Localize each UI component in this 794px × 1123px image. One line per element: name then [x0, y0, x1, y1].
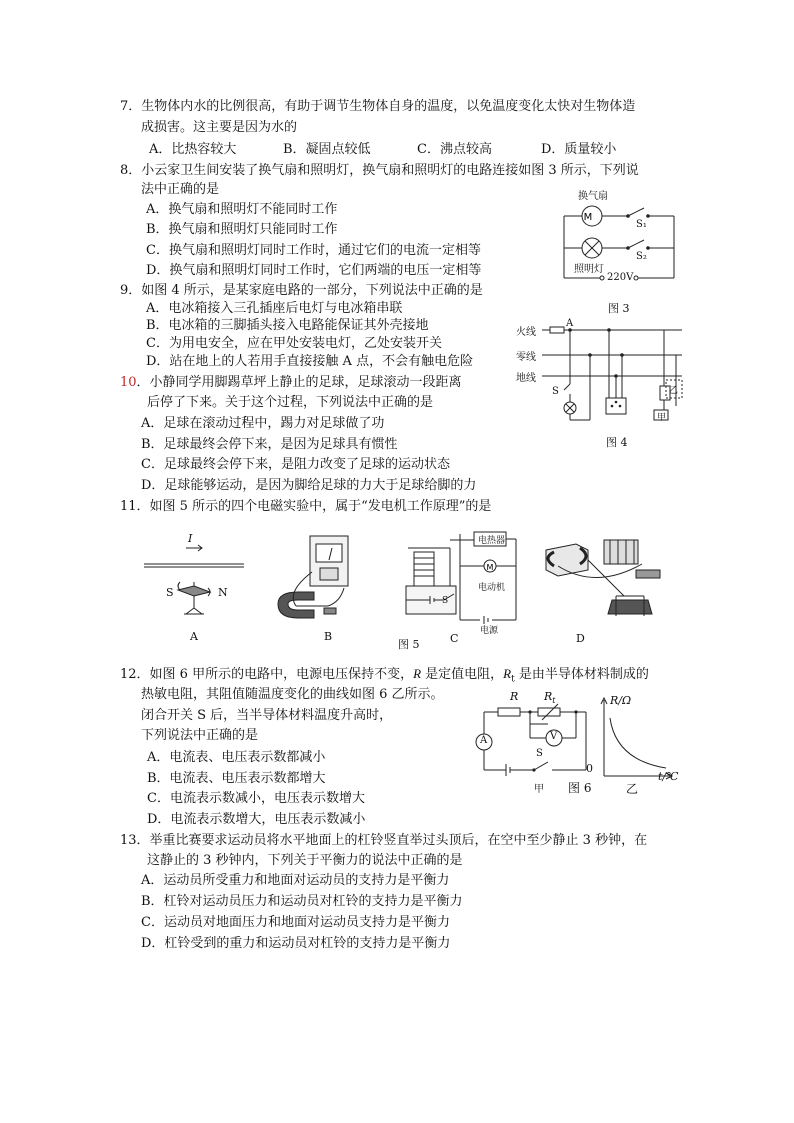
experiment-d-drawing	[536, 530, 666, 630]
s-pole-label: S	[166, 586, 174, 599]
figure-6-caption: 图 6	[568, 781, 592, 795]
question-13-option-d: D．杠铃受到的重力和运动员对杠铃的支持力是平衡力	[141, 936, 451, 951]
ground-wire-label: 地线	[516, 373, 536, 384]
jia-label: 甲	[534, 784, 544, 795]
option-c-label: C	[450, 632, 459, 645]
question-12-text-2: 是定值电阻，	[421, 667, 504, 682]
question-7-stem-cont: 成损害。这主要是因为水的	[141, 120, 298, 135]
question-10-option-c: C．足球最终会停下来，是阻力改变了足球的运动状态	[141, 457, 450, 472]
power-source-label: 电源	[480, 626, 499, 636]
figure-4-caption: 图 4	[606, 436, 628, 449]
neutral-wire-label: 零线	[516, 352, 536, 363]
r-symbol: R	[413, 666, 422, 681]
question-12-stem-cont: 热敏电阻，其阻值随温度变化的曲线如图 6 乙所示。	[141, 687, 444, 702]
thermistor-rt-subscript: t	[552, 696, 556, 706]
question-8-option-a: A．换气扇和照明灯不能同时工作	[146, 202, 338, 217]
question-9-option-b: B．电冰箱的三脚插头接入电路能保证其外壳接地	[146, 318, 429, 333]
question-13-option-b: B．杠铃对运动员压力和运动员对杠铃的支持力是平衡力	[141, 894, 463, 909]
question-13-stem-cont: 这静止的 3 秒钟内，下列关于平衡力的说法中正确的是	[147, 853, 463, 868]
question-12-option-b: B．电流表、电压表示数都增大	[147, 771, 326, 786]
question-7-option-b: B．凝固点较低	[283, 142, 371, 157]
lamp-label: 照明灯	[574, 264, 604, 275]
fan-label: 换气扇	[578, 191, 608, 202]
question-12-text-3: 是由半导体材料制成的	[514, 667, 649, 682]
question-7-option-a: A．比热容较大	[149, 142, 237, 157]
question-7-stem: 7．生物体内水的比例很高，有助于调节生物体自身的温度，以免温度变化太快对生物体造	[120, 99, 636, 114]
question-11-stem: 11．如图 5 所示的四个电磁实验中，属于“发电机工作原理”的是	[120, 499, 492, 514]
question-12-option-d: D．电流表示数增大，电压表示数减小	[147, 812, 366, 827]
figure-4-household-circuit	[514, 318, 684, 450]
thermistor-rt-label	[544, 690, 556, 705]
figure-6	[470, 690, 680, 796]
option-b-label: B	[324, 630, 333, 643]
question-12-stem	[120, 666, 649, 688]
question-7-option-d: D．质量较小	[541, 142, 617, 157]
figure-3-circuit	[560, 186, 690, 316]
resistor-r-label: R	[510, 690, 519, 703]
question-10-option-b: B．足球最终会停下来，是因为足球具有惯性	[141, 437, 398, 452]
question-10-stem-text: ．小静同学用脚踢草坪上静止的足球，足球滚动一段距离	[136, 375, 462, 390]
motor-label: 电动机	[478, 583, 506, 593]
rt-subscript: t	[511, 674, 515, 685]
question-9-option-c: C．为用电安全，应在甲处安装电灯，乙处安装开关	[146, 336, 442, 351]
point-a-label: A	[566, 318, 574, 329]
question-7-option-c: C．沸点较高	[417, 142, 492, 157]
question-12-stem-cont-2: 闭合开关 S 后，当半导体材料温度升高时，	[141, 708, 393, 723]
rt-symbol: R	[503, 666, 512, 681]
question-13-option-a: A．运动员所受重力和地面对运动员的支持力是平衡力	[141, 873, 450, 888]
experiment-b-drawing	[268, 532, 358, 622]
question-8-option-b: B．换气扇和照明灯只能同时工作	[146, 222, 338, 237]
svg-text:M: M	[486, 563, 494, 572]
thermistor-rt-symbol: R	[544, 690, 553, 703]
yi-label: 乙	[669, 386, 679, 396]
experiment-a-drawing	[140, 534, 250, 624]
ammeter-symbol: A	[480, 735, 488, 746]
question-8-stem: 8．小云家卫生间安装了换气扇和照明灯，换气扇和照明灯的电路连接如图 3 所示，下列说	[120, 163, 639, 178]
question-9-stem: 9．如图 4 所示，是某家庭电路的一部分，下列说法中正确的是	[120, 283, 483, 298]
x-axis-label: t/℃	[658, 770, 679, 783]
question-9-option-a: A．电冰箱接入三孔插座后电灯与电冰箱串联	[146, 301, 403, 316]
yi-label: 乙	[626, 782, 639, 796]
question-8-stem-cont: 法中正确的是	[141, 182, 220, 197]
figure-5-experiments	[140, 530, 660, 650]
question-10-option-d: D．足球能够运动，是因为脚给足球的力大于足球给脚的力	[141, 478, 477, 493]
question-10-option-a: A．足球在滚动过程中，踢力对足球做了功	[141, 416, 385, 431]
question-12-option-c: C．电流表示数减小，电压表示数增大	[147, 791, 365, 806]
option-d-label: D	[576, 632, 585, 645]
figure-3-caption: 图 3	[608, 302, 630, 315]
question-12-text-1: 12．如图 6 甲所示的电路中，电源电压保持不变，	[120, 667, 414, 682]
question-13-stem: 13．举重比赛要求运动员将水平地面上的杠铃竖直举过头顶后，在空中至少静止 3 秒钟，在	[120, 833, 648, 848]
question-8-option-d: D．换气扇和照明灯同时工作时，它们两端的电压一定相等	[146, 263, 482, 278]
y-axis-label: R/Ω	[610, 694, 632, 707]
question-9-option-d: D．站在地上的人若用手直接接触 A 点，不会有触电危险	[146, 354, 474, 369]
option-a-label: A	[190, 630, 198, 643]
motor-symbol: M	[583, 212, 593, 223]
question-8-option-c: C．换气扇和照明灯同时工作时，通过它们的电流一定相等	[146, 243, 481, 258]
n-pole-label: N	[218, 586, 228, 599]
live-wire-label: 火线	[516, 327, 536, 338]
switch-s2-label: S₂	[636, 251, 647, 262]
question-10-number: 10	[120, 375, 137, 390]
figure-6-diagram	[470, 690, 680, 790]
heater-label: 电热器	[478, 536, 506, 546]
question-10-stem	[120, 375, 462, 391]
voltage-label: 220V	[607, 272, 634, 283]
voltmeter-symbol: V	[550, 731, 558, 742]
relay-switch-label: S	[442, 596, 449, 606]
current-label: I	[188, 532, 193, 545]
question-12-stem-cont-3: 下列说法中正确的是	[141, 728, 259, 743]
switch-s1-label: S₁	[636, 219, 647, 230]
switch-s-label: S	[536, 748, 543, 759]
origin-label: 0	[586, 762, 593, 775]
question-12-option-a: A．电流表、电压表示数都减小	[147, 750, 326, 765]
question-10-stem-cont: 后停了下来。关于这个过程，下列说法中正确的是	[147, 395, 434, 410]
question-13-option-c: C．运动员对地面压力和地面对运动员支持力是平衡力	[141, 915, 450, 930]
jia-label: 甲	[657, 413, 667, 423]
switch-s-label: S	[552, 386, 559, 397]
figure-5-caption: 图 5	[398, 638, 420, 651]
